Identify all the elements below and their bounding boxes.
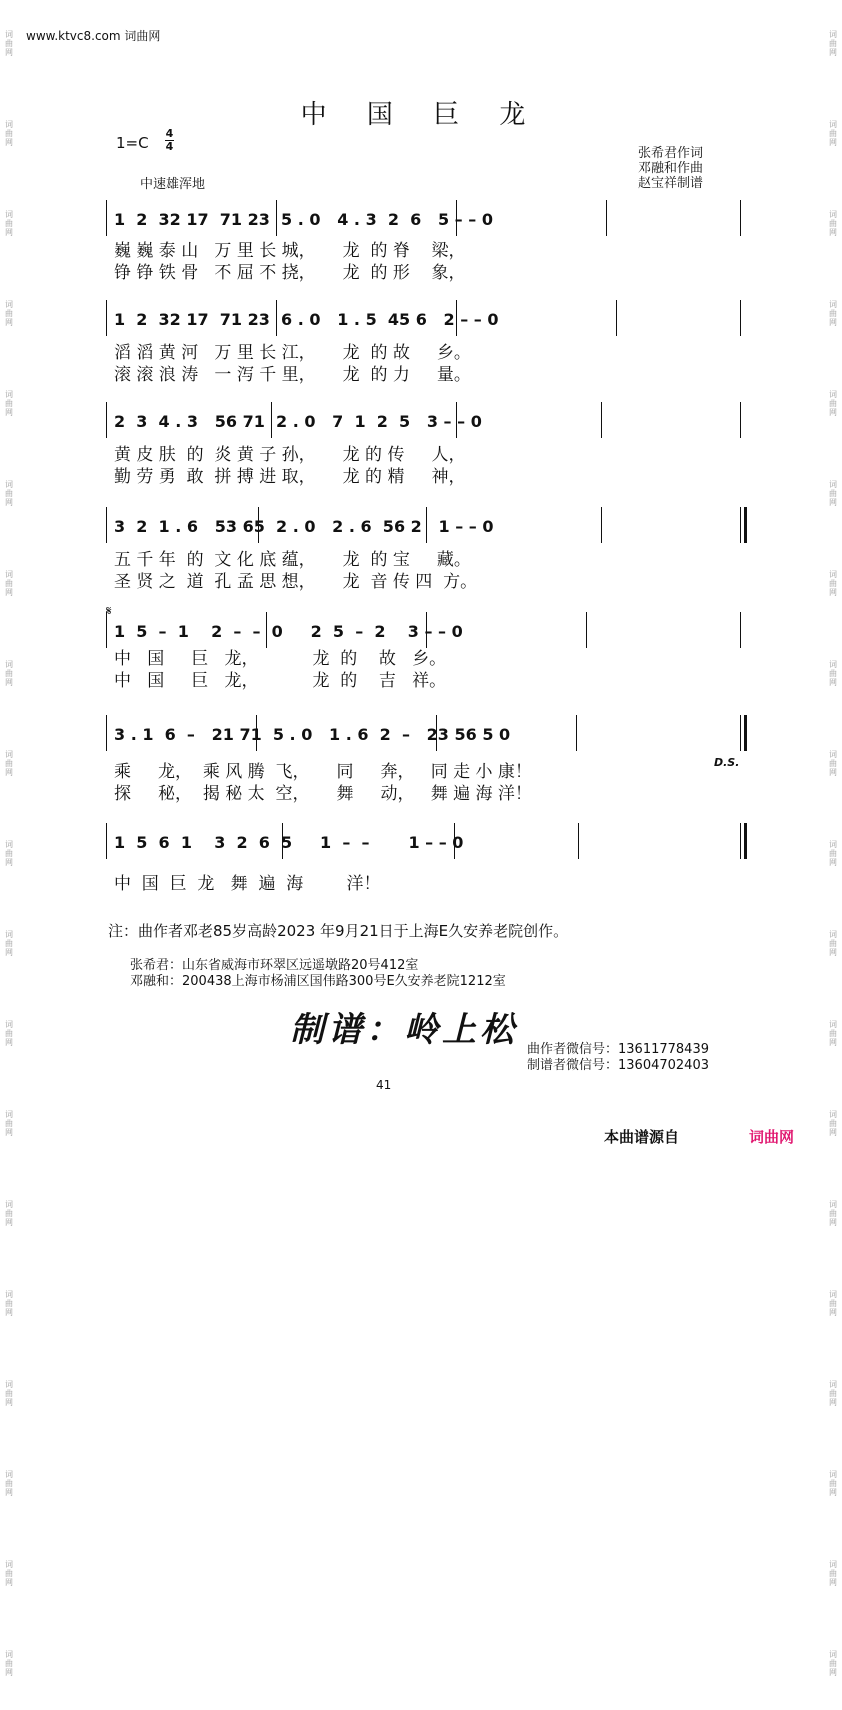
watermark-glyph: 曲	[829, 849, 837, 858]
barline	[740, 823, 741, 859]
watermark-glyph: 词	[5, 1110, 13, 1119]
watermark-glyphs	[824, 930, 842, 990]
watermark-glyph: 网	[829, 1218, 837, 1227]
barline	[258, 507, 259, 543]
watermark-glyph: 网	[829, 318, 837, 327]
jianpu-notes: 2 3 4 . 3 56 71 2 . 0 7 1 2 5 3 – – 0	[114, 412, 482, 431]
watermark-glyphs	[0, 1110, 18, 1170]
watermark-glyph: 网	[829, 138, 837, 147]
maker-signature: 制谱：岭上松	[290, 1010, 518, 1050]
watermark-glyph: 词	[829, 1380, 837, 1389]
watermark-glyph: 网	[829, 678, 837, 687]
barline	[106, 507, 107, 543]
segno-sign: 𝄋	[106, 604, 112, 619]
watermark-glyph: 曲	[5, 939, 13, 948]
watermark-glyph: 曲	[5, 1299, 13, 1308]
key-signature: 1=C	[116, 134, 149, 152]
watermark-glyph: 词	[5, 1560, 13, 1569]
watermark-glyph: 网	[5, 1308, 13, 1317]
watermark-glyph: 曲	[5, 1209, 13, 1218]
jianpu-notes: 1 2 32 17 71 23 5 . 0 4 . 3 2 6 5 – – 0	[114, 210, 493, 229]
watermark-glyph: 曲	[829, 1119, 837, 1128]
watermark-glyphs	[824, 1380, 842, 1440]
watermark-glyph: 网	[5, 858, 13, 867]
barline	[276, 200, 277, 236]
engraver-wechat: 制谱者微信号：13604702403	[527, 1058, 709, 1073]
jianpu-notes: 1 5 – 1 2 – – 0 2 5 – 2 3 – – 0	[114, 622, 463, 641]
watermark-glyph: 词	[829, 390, 837, 399]
watermark-glyph: 曲	[829, 669, 837, 678]
watermark-glyph: 词	[829, 120, 837, 129]
watermark-glyphs	[0, 1650, 18, 1710]
watermark-glyph: 曲	[5, 579, 13, 588]
composer-address: 邓融和：200438上海市杨浦区国伟路300号E久安养老院1212室	[130, 974, 506, 989]
watermark-glyphs	[824, 1560, 842, 1620]
watermark-glyph: 网	[829, 768, 837, 777]
watermark-glyph: 词	[829, 570, 837, 579]
barline	[276, 300, 277, 336]
composer-credit: 邓融和作曲	[638, 161, 704, 176]
watermark-glyph: 曲	[5, 219, 13, 228]
barline	[740, 715, 741, 751]
watermark-glyph: 曲	[829, 939, 837, 948]
watermark-glyph: 网	[5, 588, 13, 597]
watermark-glyph: 词	[5, 390, 13, 399]
lyricist-credit: 张希君作词	[638, 146, 704, 161]
watermark-glyphs	[824, 300, 842, 360]
watermark-glyph: 曲	[5, 849, 13, 858]
barline	[106, 715, 107, 751]
watermark-glyph: 曲	[829, 1389, 837, 1398]
watermark-glyph: 曲	[5, 1659, 13, 1668]
watermark-glyph: 词	[829, 750, 837, 759]
watermark-glyphs	[0, 480, 18, 540]
barline	[456, 200, 457, 236]
song-title: 中 国 巨 龙	[300, 100, 542, 130]
watermark-glyph: 曲	[829, 1029, 837, 1038]
lyric-line: 中 国 巨 龙， 龙 的 故 乡。	[114, 649, 447, 669]
watermark-glyph: 词	[5, 480, 13, 489]
right-watermark-strip	[824, 0, 842, 1677]
watermark-glyph: 曲	[5, 759, 13, 768]
watermark-glyph: 网	[829, 588, 837, 597]
watermark-glyph: 网	[829, 498, 837, 507]
watermark-glyphs	[824, 840, 842, 900]
watermark-glyph: 词	[829, 1290, 837, 1299]
watermark-glyph: 曲	[829, 489, 837, 498]
notes-line	[106, 300, 740, 340]
watermark-glyph: 网	[5, 138, 13, 147]
score-system	[106, 507, 740, 592]
barline	[106, 612, 107, 648]
score-system	[106, 823, 740, 894]
notes-line	[106, 823, 740, 863]
barline	[426, 507, 427, 543]
watermark-glyph: 曲	[5, 1029, 13, 1038]
jianpu-notes: 3 . 1 6 – 21 71 5 . 0 1 . 6 2 – 23 56 5 0	[114, 725, 511, 744]
watermark-glyph: 网	[829, 1308, 837, 1317]
watermark-glyph: 网	[829, 228, 837, 237]
watermark-glyphs	[0, 1560, 18, 1620]
final-barline	[744, 823, 747, 859]
watermark-glyph: 网	[5, 1218, 13, 1227]
watermark-glyph: 曲	[829, 129, 837, 138]
watermark-glyph: 词	[5, 210, 13, 219]
final-barline	[744, 507, 747, 543]
lyric-line: 乘 龙， 乘 风 腾 飞， 同 奔， 同 走 小 康！	[114, 762, 532, 782]
ds-marking: D.S.	[714, 756, 740, 769]
lyricist-address: 张希君：山东省威海市环翠区远遥墩路20号412室	[130, 958, 419, 973]
watermark-glyphs	[824, 1200, 842, 1260]
barline	[282, 823, 283, 859]
watermark-glyph: 词	[5, 300, 13, 309]
barline	[106, 823, 107, 859]
watermark-glyph: 词	[829, 1200, 837, 1209]
watermark-glyphs	[824, 750, 842, 810]
watermark-glyph: 曲	[829, 579, 837, 588]
lyric-line: 铮 铮 铁 骨 不 屈 不 挠， 龙 的 形 象，	[114, 263, 466, 283]
watermark-glyphs	[0, 30, 18, 90]
barline	[256, 715, 257, 751]
watermark-glyph: 网	[829, 1488, 837, 1497]
notes-line	[106, 715, 740, 755]
barline	[578, 823, 579, 859]
watermark-glyphs	[0, 750, 18, 810]
lyric-line: 五 千 年 的 文 化 底 蕴， 龙 的 宝 藏。	[114, 550, 471, 570]
watermark-glyph: 词	[829, 1650, 837, 1659]
watermark-glyph: 曲	[5, 1389, 13, 1398]
addresses	[130, 958, 506, 990]
watermark-glyphs	[824, 1020, 842, 1080]
barline	[601, 507, 602, 543]
notes-line	[106, 402, 740, 442]
watermark-glyphs	[824, 660, 842, 720]
score-system	[106, 200, 740, 283]
watermark-glyph: 词	[5, 840, 13, 849]
watermark-glyph: 词	[5, 1650, 13, 1659]
site-url[interactable]: www.ktvc8.com 词曲网	[26, 29, 161, 43]
barline	[616, 300, 617, 336]
watermark-glyph: 曲	[5, 309, 13, 318]
left-watermark-strip	[0, 0, 18, 1677]
time-signature-top: 4	[165, 127, 174, 140]
notes-line	[106, 507, 740, 547]
watermark-glyph: 网	[5, 228, 13, 237]
watermark-glyphs	[0, 570, 18, 630]
watermark-glyph: 词	[829, 30, 837, 39]
watermark-glyph: 网	[5, 948, 13, 957]
watermark-glyphs	[0, 930, 18, 990]
barline	[576, 715, 577, 751]
watermark-glyph: 网	[5, 318, 13, 327]
watermark-glyph: 网	[829, 1578, 837, 1587]
watermark-glyph: 词	[829, 300, 837, 309]
watermark-glyphs	[824, 1650, 842, 1710]
page-number: 41	[376, 1078, 392, 1092]
watermark-glyph: 词	[829, 210, 837, 219]
watermark-glyphs	[824, 570, 842, 630]
watermark-glyph: 曲	[5, 129, 13, 138]
barline	[426, 612, 427, 648]
watermark-glyph: 曲	[829, 39, 837, 48]
barline	[266, 612, 267, 648]
barline	[606, 200, 607, 236]
watermark-glyph: 词	[5, 1290, 13, 1299]
barline	[740, 300, 741, 336]
barline	[106, 200, 107, 236]
watermark-glyph: 词	[829, 660, 837, 669]
watermark-glyphs	[824, 1290, 842, 1350]
credits	[638, 146, 703, 191]
score-system	[106, 300, 740, 385]
barline	[456, 402, 457, 438]
watermark-glyph: 曲	[829, 1209, 837, 1218]
watermark-glyph: 网	[829, 1038, 837, 1047]
watermark-glyph: 曲	[5, 1479, 13, 1488]
watermark-glyphs	[824, 210, 842, 270]
watermark-glyph: 网	[829, 1128, 837, 1137]
tempo-marking: 中速雄浑地	[140, 177, 206, 192]
watermark-glyph: 网	[5, 48, 13, 57]
watermark-glyph: 曲	[829, 219, 837, 228]
barline	[740, 612, 741, 648]
watermark-glyph: 网	[5, 768, 13, 777]
lyric-line: 中 国 巨 龙 舞 遍 海 洋！	[114, 874, 381, 894]
barline	[106, 300, 107, 336]
watermark-glyphs	[0, 1290, 18, 1350]
watermark-glyph: 词	[5, 750, 13, 759]
watermark-glyph: 网	[829, 48, 837, 57]
watermark-glyph: 词	[5, 660, 13, 669]
watermark-glyphs	[0, 840, 18, 900]
watermark-glyphs	[824, 1110, 842, 1170]
score-system	[106, 612, 740, 691]
watermark-glyph: 词	[5, 1470, 13, 1479]
barline	[601, 402, 602, 438]
watermark-glyph: 曲	[5, 669, 13, 678]
watermark-glyphs	[0, 1020, 18, 1080]
engraver-credit: 赵宝祥制谱	[638, 176, 704, 191]
watermark-glyph: 词	[5, 1380, 13, 1389]
watermark-glyph: 词	[829, 480, 837, 489]
watermark-glyph: 曲	[829, 1659, 837, 1668]
watermark-glyphs	[0, 660, 18, 720]
watermark-glyph: 网	[5, 498, 13, 507]
watermark-glyph: 网	[829, 948, 837, 957]
barline	[740, 507, 741, 543]
lyric-line: 滔 滔 黄 河 万 里 长 江， 龙 的 故 乡。	[114, 343, 471, 363]
watermark-glyph: 词	[829, 930, 837, 939]
watermark-glyph: 网	[5, 1488, 13, 1497]
watermark-glyph: 曲	[829, 759, 837, 768]
watermark-glyph: 词	[829, 1110, 837, 1119]
lyric-line: 巍 巍 泰 山 万 里 长 城， 龙 的 脊 梁，	[114, 241, 466, 261]
lyric-line: 中 国 巨 龙， 龙 的 吉 祥。	[114, 671, 447, 691]
watermark-glyph: 词	[829, 1560, 837, 1569]
barline	[586, 612, 587, 648]
lyric-line: 滚 滚 浪 涛 一 泻 千 里， 龙 的 力 量。	[114, 365, 471, 385]
watermark-glyph: 曲	[5, 1569, 13, 1578]
watermark-glyph: 词	[5, 930, 13, 939]
jianpu-notes: 3 2 1 . 6 53 65 2 . 0 2 . 6 56 2 1 – – 0	[114, 517, 494, 536]
watermark-glyph: 曲	[5, 399, 13, 408]
barline	[106, 402, 107, 438]
watermark-glyphs	[824, 390, 842, 450]
watermark-glyph: 网	[829, 1398, 837, 1407]
watermark-glyph: 曲	[5, 489, 13, 498]
composition-note: 注：曲作者邓老85岁高龄2023 年9月21日于上海E久安养老院创作。	[108, 922, 569, 940]
barline	[740, 200, 741, 236]
watermark-glyph: 词	[829, 1470, 837, 1479]
watermark-glyph: 曲	[5, 1119, 13, 1128]
watermark-glyph: 网	[5, 408, 13, 417]
score-system	[106, 402, 740, 487]
watermark-glyph: 曲	[829, 309, 837, 318]
watermark-glyph: 网	[5, 1668, 13, 1677]
barline	[271, 402, 272, 438]
watermark-glyphs	[0, 300, 18, 360]
watermark-glyph: 词	[5, 1020, 13, 1029]
watermark-glyph: 曲	[829, 1299, 837, 1308]
watermark-glyph: 网	[5, 678, 13, 687]
watermark-glyphs	[0, 1200, 18, 1260]
watermark-glyph: 词	[829, 840, 837, 849]
watermark-glyph: 词	[5, 570, 13, 579]
watermark-glyph: 网	[829, 858, 837, 867]
barline	[740, 402, 741, 438]
watermark-glyph: 曲	[829, 1479, 837, 1488]
watermark-glyph: 网	[5, 1398, 13, 1407]
time-signature	[165, 128, 174, 153]
lyric-line: 探 秘， 揭 秘 太 空， 舞 动， 舞 遍 海 洋！	[114, 784, 532, 804]
jianpu-notes: 1 2 32 17 71 23 6 . 0 1 . 5 45 6 2 – – 0	[114, 310, 499, 329]
watermark-glyph: 曲	[5, 39, 13, 48]
watermark-glyphs	[824, 1470, 842, 1530]
watermark-glyph: 曲	[829, 399, 837, 408]
lyric-line: 圣 贤 之 道 孔 孟 思 想， 龙 音 传 四 方。	[114, 572, 478, 592]
footer-source-label: 本曲谱源自	[604, 1128, 680, 1146]
watermark-glyph: 词	[5, 1200, 13, 1209]
watermark-glyph: 词	[5, 120, 13, 129]
watermark-glyph: 网	[5, 1578, 13, 1587]
watermark-glyph: 网	[829, 1668, 837, 1677]
lyric-line: 勤 劳 勇 敢 拼 搏 进 取， 龙 的 精 神，	[114, 467, 466, 487]
barline	[456, 300, 457, 336]
wechat-info	[527, 1042, 709, 1074]
barline	[436, 715, 437, 751]
watermark-glyph: 网	[5, 1128, 13, 1137]
watermark-glyph: 网	[5, 1038, 13, 1047]
barline	[454, 823, 455, 859]
jianpu-notes: 1 5 6 1 3 2 6 5 1 – – 1 – – 0	[114, 833, 464, 852]
footer-brand-link[interactable]: 词曲网	[749, 1128, 795, 1146]
final-barline	[744, 715, 747, 751]
watermark-glyphs	[0, 210, 18, 270]
watermark-glyphs	[0, 1470, 18, 1530]
watermark-glyph: 词	[5, 30, 13, 39]
watermark-glyph: 网	[829, 408, 837, 417]
composer-wechat: 曲作者微信号：13611778439	[527, 1042, 709, 1057]
watermark-glyphs	[824, 480, 842, 540]
watermark-glyphs	[0, 390, 18, 450]
watermark-glyphs	[824, 30, 842, 90]
time-signature-bottom: 4	[165, 140, 174, 153]
watermark-glyph: 词	[829, 1020, 837, 1029]
notes-line	[106, 200, 740, 240]
watermark-glyphs	[0, 1380, 18, 1440]
lyric-line: 黄 皮 肤 的 炎 黄 子 孙， 龙 的 传 人，	[114, 445, 466, 465]
watermark-glyph: 曲	[829, 1569, 837, 1578]
